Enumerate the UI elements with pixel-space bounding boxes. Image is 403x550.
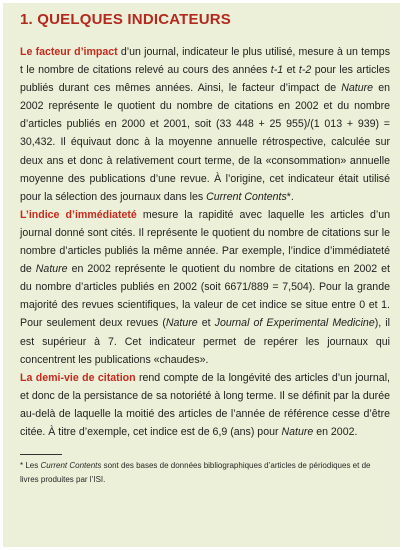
term-citation-half-life: La demi-vie de citation [20,371,136,384]
footnote-divider [20,454,62,455]
paragraph-immediacy-index: L’indice d’immédiateté mesure la rapidité avec laquelle les articles d’un journal donné sont cités. Il représente le quotient du nombre de citations sur le nombre d’articles publiés la même année. Par exemple, l’indice d’immédiateté de Nature en 2002 représente le quotient du nombre de citations en 2002 et du nombre d’articles publiés en 2002 (soit 6671/889 = 7,504). Pour la grande majorité des revues scientifiques, la valeur de cet indice se situe entre 0 et 1. Pour seulement deux revues (Nature et Journal of Experimental Medicine), il est supérieur à 7. Cet indicateur permet de repérer les journaux qui concentrent les publications «chaudes». [20,208,391,366]
indicators-box [3,3,400,547]
section-title: 1. QUELQUES INDICATEURS [20,11,232,28]
footnote: * Les Current Contents sont des bases de données bibliographiques d’articles de périodiques et de livres produites par l’ISI. [20,461,371,485]
term-immediacy-index: L’indice d’immédiateté [20,208,137,221]
paragraph-citation-half-life: La demi-vie de citation rend compte de la longévité des articles d’un journal, et donc de la persistance de sa notoriété à long terme. Il se définit par la durée au-delà de laquelle la moitié des articles de l’année de référence cesse d’être citée. À titre d’exemple, cet indice est de 6,9 (ans) pour Nature en 2002. [20,371,390,438]
term-impact-factor: Le facteur d’impact [20,46,118,58]
paragraph-impact-factor: Le facteur d’impact d’un journal, indicateur le plus utilisé, mesure à un temps t le nombre de citations relevé au cours des années t-1 et t-2 pour les articles publiés durant ces mêmes années. Ainsi, le facteur d’impact de Nature en 2002 représente le quotient du nombre de citations en 2002 et du nombre d’articles publiés en 2000 et 2001, soit (33 448 + 25 955)/(1 013 + 939) = 30,432. Il équivaut donc à la moyenne annuelle rétrospective, calculée sur deux ans et donc à relativement court terme, de la «consommation» annuelle moyenne des publications d’une revue. À l’origine, cet indicateur était utilisé pour la sélection des journaux dans les Current Contents*. [20,46,391,203]
